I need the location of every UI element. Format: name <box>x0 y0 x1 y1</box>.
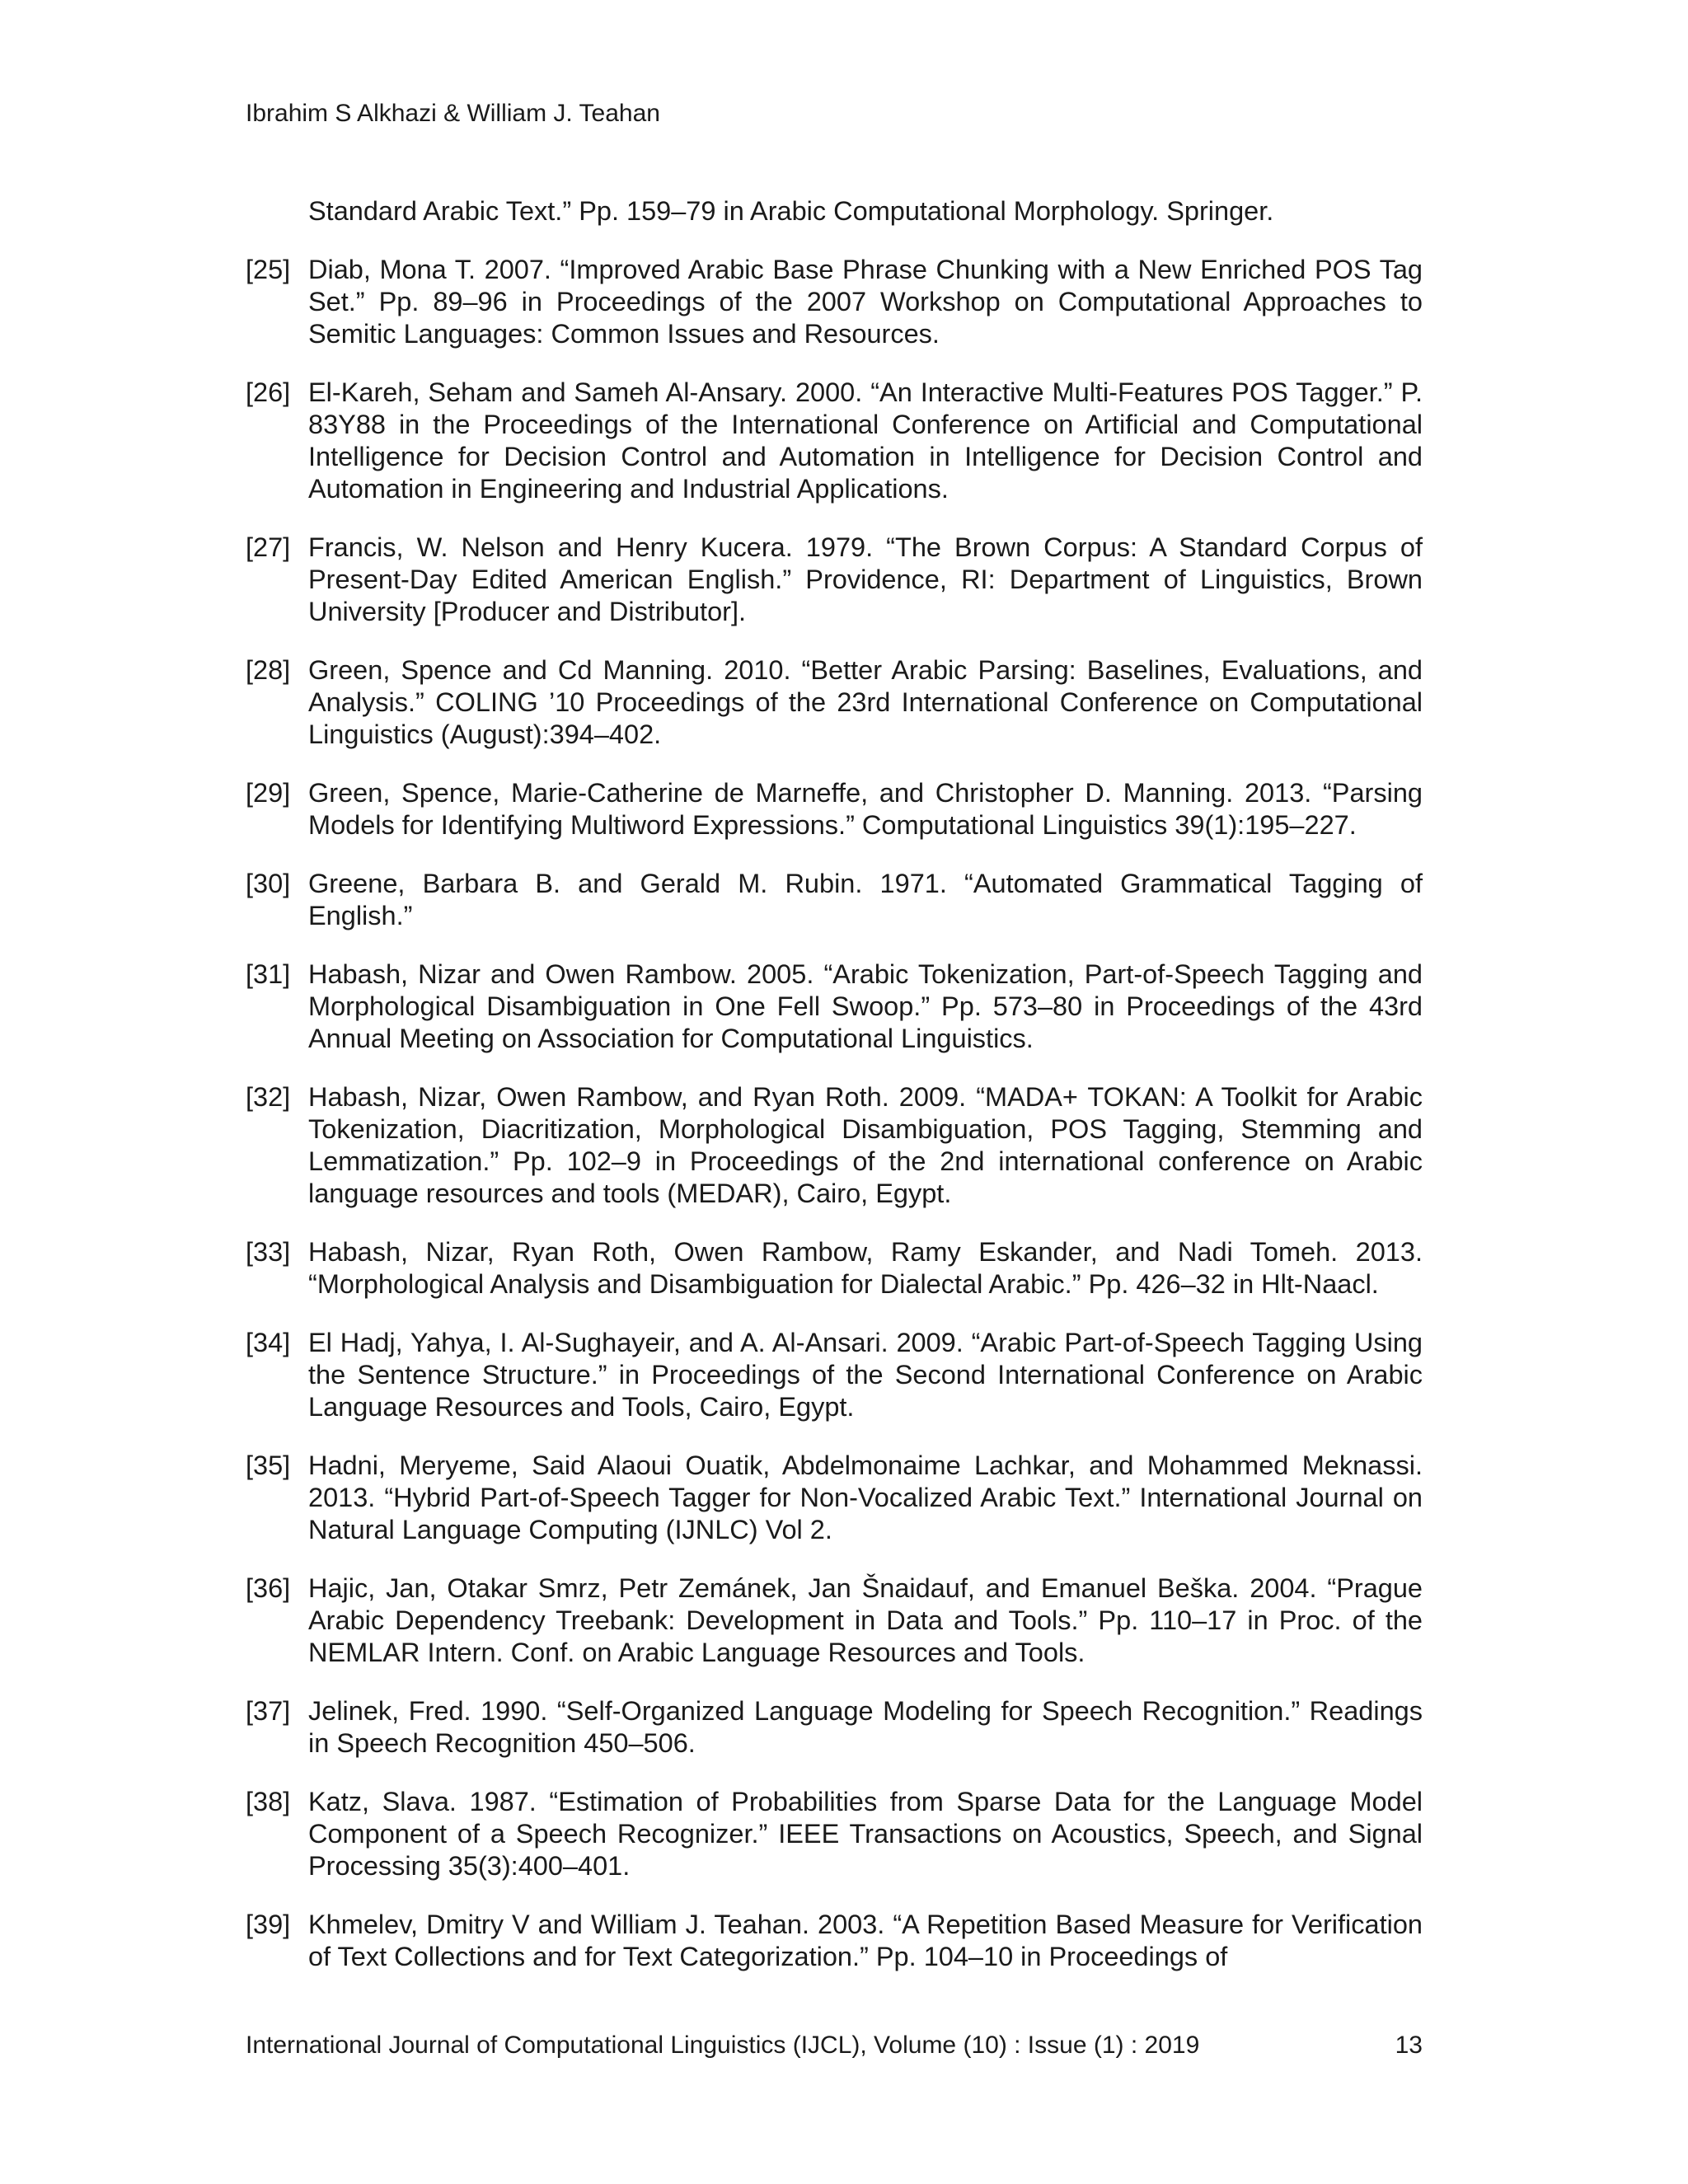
running-head-authors: Ibrahim S Alkhazi & William J. Teahan <box>246 100 660 127</box>
reference-text: Habash, Nizar, Ryan Roth, Owen Rambow, Ramy Eskander, and Nadi Tomeh. 2013. “Morphological Analysis and Disambiguation for Dialectal Arabic.” Pp. 426–32 in Hlt-Naacl. <box>308 1237 1423 1299</box>
reference-text: Habash, Nizar and Owen Rambow. 2005. “Arabic Tokenization, Part-of-Speech Tagging and Morphological Disambiguation in One Fell Swoop.” Pp. 573–80 in Proceedings of the 43rd Annual Meeting on Association for Computational Linguistics. <box>308 959 1423 1053</box>
reference-text: Jelinek, Fred. 1990. “Self-Organized Language Modeling for Speech Recognition.” Readings in Speech Recognition 450–506. <box>308 1696 1423 1758</box>
reference-number: [29] <box>246 778 291 808</box>
page-footer <box>246 2029 1423 2062</box>
reference-number: [25] <box>246 255 291 284</box>
reference-continuation: Standard Arabic Text.” Pp. 159–79 in Arabic Computational Morphology. Springer. <box>308 196 1274 226</box>
reference-entry <box>246 254 1423 350</box>
reference-text: Diab, Mona T. 2007. “Improved Arabic Base Phrase Chunking with a New Enriched POS Tag Set.” Pp. 89–96 in Proceedings of the 2007 Workshop on Computational Approaches to Semitic Languages: Common Issues and Resources. <box>308 255 1423 349</box>
reference-number: [28] <box>246 655 291 685</box>
reference-text: Katz, Slava. 1987. “Estimation of Probabilities from Sparse Data for the Language Model Component of a Speech Recognizer.” IEEE Transactions on Acoustics, Speech, and Signal Processing 35(3):400–401. <box>308 1787 1423 1881</box>
reference-number: [26] <box>246 377 291 407</box>
reference-text: Francis, W. Nelson and Henry Kucera. 1979. “The Brown Corpus: A Standard Corpus of Present-Day Edited American English.” Providence, RI: Department of Linguistics, Brown University [Producer and Distributor]. <box>308 532 1423 626</box>
reference-number: [33] <box>246 1237 291 1267</box>
reference-entry <box>246 377 1423 505</box>
reference-entry <box>246 1786 1423 1882</box>
footer-journal-citation: International Journal of Computational Linguistics (IJCL), Volume (10) : Issue (1) : 2019 <box>246 2032 1200 2059</box>
reference-entry <box>246 1450 1423 1546</box>
reference-text: El Hadj, Yahya, I. Al-Sughayeir, and A. Al-Ansari. 2009. “Arabic Part-of-Speech Tagging Using the Sentence Structure.” in Proceedings of the Second International Conference on Arabic Language Resources and Tools, Cairo, Egypt. <box>308 1328 1423 1422</box>
reference-number: [30] <box>246 869 291 898</box>
reference-text: Greene, Barbara B. and Gerald M. Rubin. 1971. “Automated Grammatical Tagging of English.” <box>308 869 1423 930</box>
reference-text: Green, Spence, Marie-Catherine de Marneffe, and Christopher D. Manning. 2013. “Parsing Models for Identifying Multiword Expressions.” Computational Linguistics 39(1):195–227. <box>308 778 1423 840</box>
reference-number: [27] <box>246 532 291 562</box>
reference-entry <box>246 1327 1423 1423</box>
reference-number: [39] <box>246 1910 291 1939</box>
reference-entry <box>246 777 1423 841</box>
page-number: 13 <box>1395 2032 1423 2059</box>
reference-number: [34] <box>246 1328 291 1357</box>
reference-number: [35] <box>246 1451 291 1480</box>
reference-list <box>246 195 1423 1999</box>
reference-entry <box>246 1695 1423 1760</box>
reference-entry <box>246 958 1423 1055</box>
reference-number: [32] <box>246 1082 291 1112</box>
reference-entry <box>246 654 1423 751</box>
reference-text: Habash, Nizar, Owen Rambow, and Ryan Roth. 2009. “MADA+ TOKAN: A Toolkit for Arabic Tokenization, Diacritization, Morphological Disambiguation, POS Tagging, Stemming and Lemmatization.” Pp. 102–9 in Proceedings of the 2nd international conference on Arabic language resources and tools (MEDAR), Cairo, Egypt. <box>308 1082 1423 1208</box>
reference-number: [38] <box>246 1787 291 1816</box>
reference-entries <box>246 254 1423 1973</box>
reference-entry <box>246 1081 1423 1210</box>
reference-number: [37] <box>246 1696 291 1726</box>
reference-text: Green, Spence and Cd Manning. 2010. “Better Arabic Parsing: Baselines, Evaluations, and Analysis.” COLING ’10 Proceedings of the 23rd International Conference on Computational Linguistics (August):394–402. <box>308 655 1423 749</box>
reference-entry <box>246 1236 1423 1301</box>
reference-number: [31] <box>246 959 291 989</box>
reference-text: Khmelev, Dmitry V and William J. Teahan. 2003. “A Repetition Based Measure for Verification of Text Collections and for Text Categorization.” Pp. 104–10 in Proceedings of <box>308 1910 1423 1971</box>
reference-text: Hajic, Jan, Otakar Smrz, Petr Zemánek, Jan Šnaidauf, and Emanuel Beška. 2004. “Prague Arabic Dependency Treebank: Development in Data and Tools.” Pp. 110–17 in Proc. of the NEMLAR Intern. Conf. on Arabic Language Resources and Tools. <box>308 1573 1423 1667</box>
reference-text: El-Kareh, Seham and Sameh Al-Ansary. 2000. “An Interactive Multi-Features POS Tagger.” P. 83Y88 in the Proceedings of the International Conference on Artificial and Computational Intelligence for Decision Control and Automation in Intelligence for Decision Control and Automation in Engineering and Industrial Applications. <box>308 377 1423 504</box>
reference-entry <box>246 1909 1423 1973</box>
reference-number: [36] <box>246 1573 291 1603</box>
reference-entry <box>246 1572 1423 1669</box>
reference-entry <box>246 868 1423 932</box>
reference-text: Hadni, Meryeme, Said Alaoui Ouatik, Abdelmonaime Lachkar, and Mohammed Meknassi. 2013. “Hybrid Part-of-Speech Tagger for Non-Vocalized Arabic Text.” International Journal on Natural Language Computing (IJNLC) Vol 2. <box>308 1451 1423 1544</box>
reference-entry <box>246 532 1423 628</box>
